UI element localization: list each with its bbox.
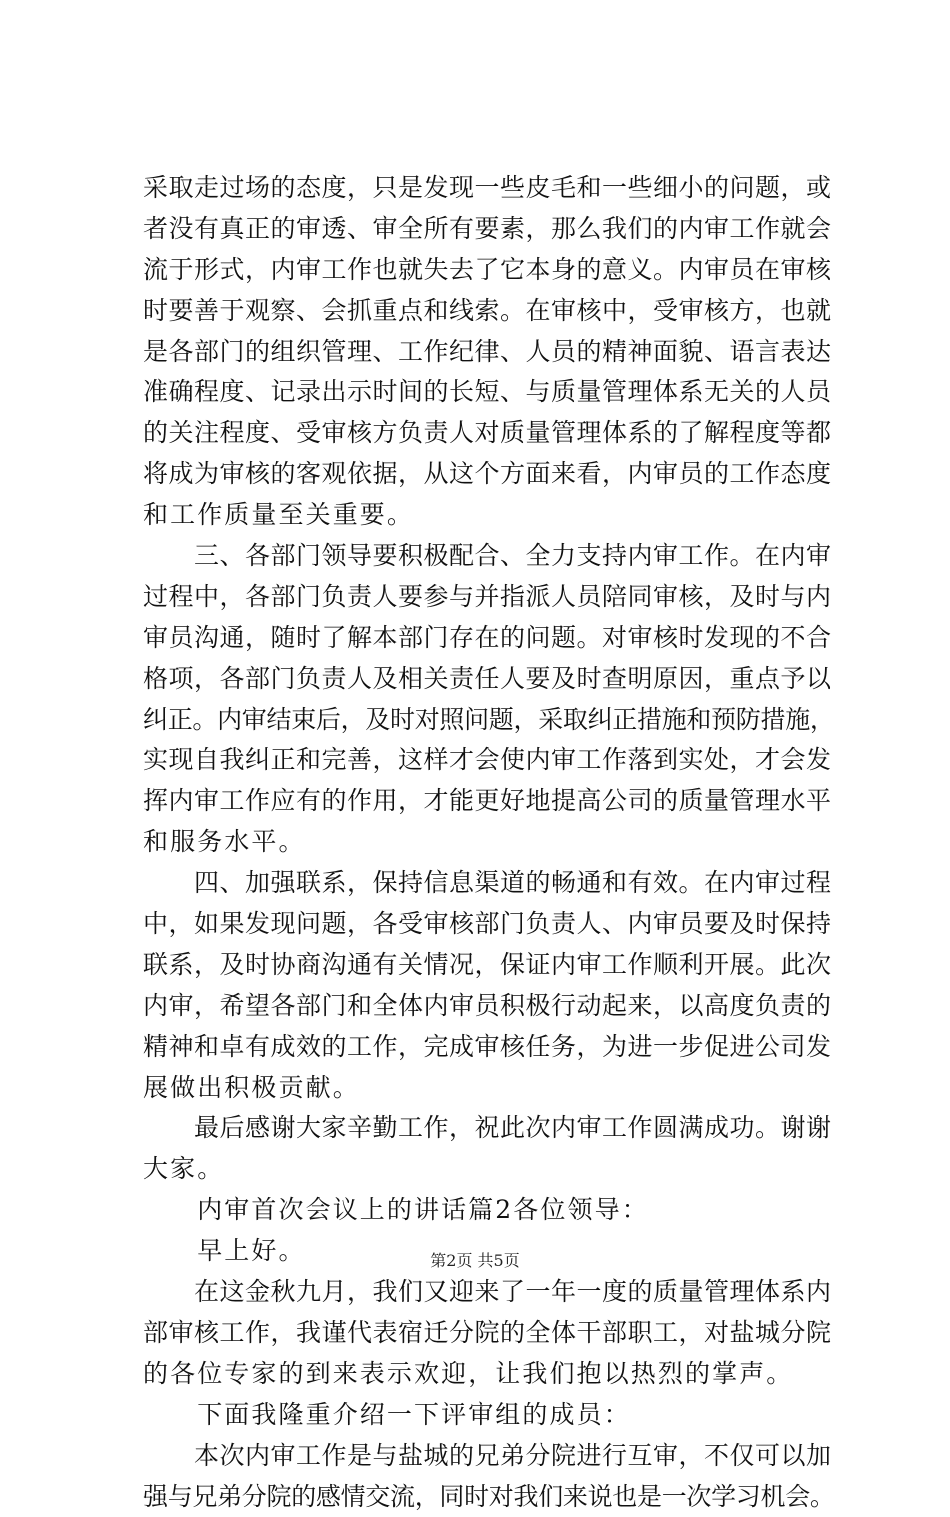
text-line: 是各部门的组织管理、工作纪律、人员的精神面貌、语言表达 [143, 332, 835, 373]
text-line: 本次内审工作是与盐城的兄弟分院进行互审，不仅可以加 [143, 1436, 835, 1477]
text-line: 的各位专家的到来表示欢迎，让我们抱以热烈的掌声。 [143, 1354, 835, 1395]
text-line: 将成为审核的客观依据，从这个方面来看，内审员的工作态度 [143, 454, 835, 495]
text-line: 联系，及时协商沟通有关情况，保证内审工作顺利开展。此次 [143, 945, 835, 986]
text-line: 和工作质量至关重要。 [143, 495, 835, 536]
text-line: 中，如果发现问题，各受审核部门负责人、内审员要及时保持 [143, 904, 835, 945]
text-line: 纠正。内审结束后，及时对照问题，采取纠正措施和预防措施， [143, 700, 835, 741]
text-line: 内审，希望各部门和全体内审员积极行动起来，以高度负责的 [143, 986, 835, 1027]
text-line: 精神和卓有成效的工作，完成审核任务，为进一步促进公司发 [143, 1027, 835, 1068]
text-line: 格项，各部门负责人及相关责任人要及时查明原因，重点予以 [143, 659, 835, 700]
text-line: 实现自我纠正和完善，这样才会使内审工作落到实处，才会发 [143, 740, 835, 781]
text-line: 过程中，各部门负责人要参与并指派人员陪同审核，及时与内 [143, 577, 835, 618]
text-line: 展做出积极贡献。 [143, 1068, 835, 1109]
text-line: 审员沟通，随时了解本部门存在的问题。对审核时发现的不合 [143, 618, 835, 659]
text-line: 下面我隆重介绍一下评审组的成员： [143, 1395, 835, 1436]
text-line: 挥内审工作应有的作用，才能更好地提高公司的质量管理水平 [143, 781, 835, 822]
text-line: 大家。 [143, 1149, 835, 1190]
text-line: 三、各部门领导要积极配合、全力支持内审工作。在内审 [143, 536, 835, 577]
text-line: 强与兄弟分院的感情交流，同时对我们来说也是一次学习机会。 [143, 1477, 835, 1517]
text-line: 时要善于观察、会抓重点和线索。在审核中，受审核方，也就 [143, 291, 835, 332]
text-line: 四、加强联系，保持信息渠道的畅通和有效。在内审过程 [143, 863, 835, 904]
text-line: 在这金秋九月，我们又迎来了一年一度的质量管理体系内 [143, 1272, 835, 1313]
text-line: 的关注程度、受审核方负责人对质量管理体系的了解程度等都 [143, 413, 835, 454]
text-line: 早上好。 [143, 1231, 835, 1272]
text-line: 准确程度、记录出示时间的长短、与质量管理体系无关的人员 [143, 372, 835, 413]
text-line: 最后感谢大家辛勤工作，祝此次内审工作圆满成功。谢谢 [143, 1108, 835, 1149]
text-line: 部审核工作，我谨代表宿迁分院的全体干部职工，对盐城分院 [143, 1313, 835, 1354]
text-line: 者没有真正的审透、审全所有要素，那么我们的内审工作就会 [143, 209, 835, 250]
document-body [143, 168, 835, 1517]
text-line: 采取走过场的态度，只是发现一些皮毛和一些细小的问题，或 [143, 168, 835, 209]
page-footer: 第2页 共5页 [0, 1250, 950, 1272]
text-line: 和服务水平。 [143, 822, 835, 863]
text-line: 流于形式，内审工作也就失去了它本身的意义。内审员在审核 [143, 250, 835, 291]
text-line: 内审首次会议上的讲话篇2各位领导： [143, 1190, 835, 1231]
